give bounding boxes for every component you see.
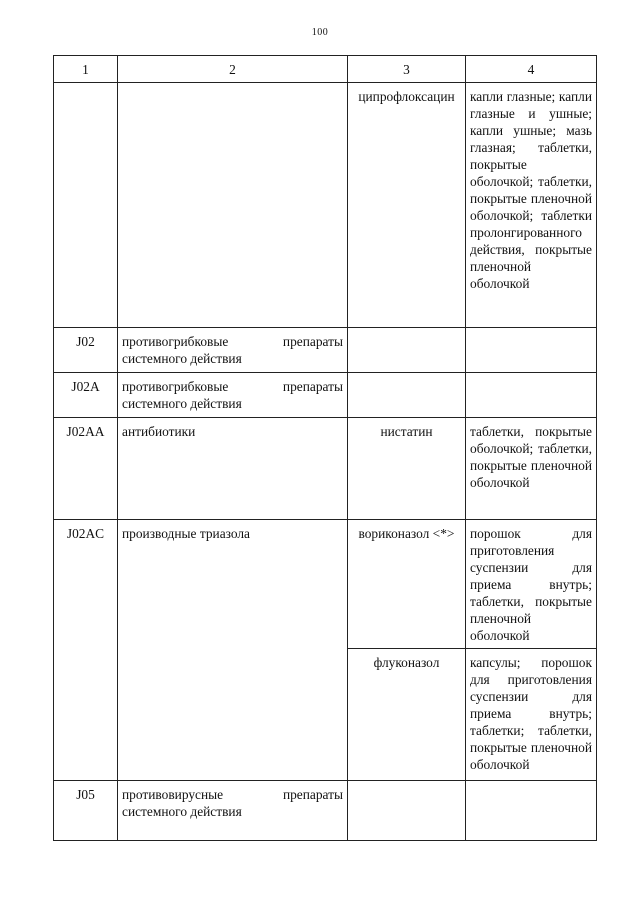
group-cell: производные триазола xyxy=(118,520,348,781)
group-cell: противогрибковые препараты системного действия xyxy=(118,373,348,418)
header-cell-2: 2 xyxy=(118,56,348,83)
group-cell xyxy=(118,83,348,328)
drug-cell: ципрофлоксацин xyxy=(348,83,466,328)
dosage-forms-cell xyxy=(466,328,597,373)
code-cell: J05 xyxy=(54,781,118,841)
header-cell-3: 3 xyxy=(348,56,466,83)
drug-cell: флуконазол xyxy=(348,649,466,781)
dosage-forms-cell: капсулы; порошок для приготовления суспензии для приема внутрь; таблетки; таблетки, покрытые пленочной оболочкой xyxy=(466,649,597,781)
table-row xyxy=(54,328,597,373)
drug-cell xyxy=(348,781,466,841)
dosage-forms-cell: капли глазные; капли глазные и ушные; капли ушные; мазь глазная; таблетки, покрытые оболочкой; таблетки, покрытые пленочной оболочкой; таблетки пролонгированного действия, покрытые пленочной оболочкой xyxy=(466,83,597,328)
code-cell: J02AA xyxy=(54,418,118,520)
table-row xyxy=(54,373,597,418)
drug-cell xyxy=(348,373,466,418)
header-cell-1: 1 xyxy=(54,56,118,83)
group-cell: антибиотики xyxy=(118,418,348,520)
drug-cell: нистатин xyxy=(348,418,466,520)
header-cell-4: 4 xyxy=(466,56,597,83)
table-row xyxy=(54,520,597,649)
drug-cell: вориконазол <*> xyxy=(348,520,466,649)
table-row xyxy=(54,418,597,520)
code-cell: J02A xyxy=(54,373,118,418)
drug-cell xyxy=(348,328,466,373)
code-cell: J02 xyxy=(54,328,118,373)
dosage-forms-cell: порошок для приготовления суспензии для приема внутрь; таблетки, покрытые пленочной оболочкой xyxy=(466,520,597,649)
group-cell: противовирусные препараты системного действия xyxy=(118,781,348,841)
dosage-forms-cell: таблетки, покрытые оболочкой; таблетки, покрытые пленочной оболочкой xyxy=(466,418,597,520)
dosage-forms-cell xyxy=(466,781,597,841)
page-number: 100 xyxy=(311,27,329,38)
drug-table xyxy=(53,55,597,841)
dosage-forms-cell xyxy=(466,373,597,418)
group-cell: противогрибковые препараты системного действия xyxy=(118,328,348,373)
code-cell: J02AC xyxy=(54,520,118,781)
table-header-row xyxy=(54,56,597,83)
code-cell xyxy=(54,83,118,328)
table-row xyxy=(54,781,597,841)
table-row xyxy=(54,83,597,328)
